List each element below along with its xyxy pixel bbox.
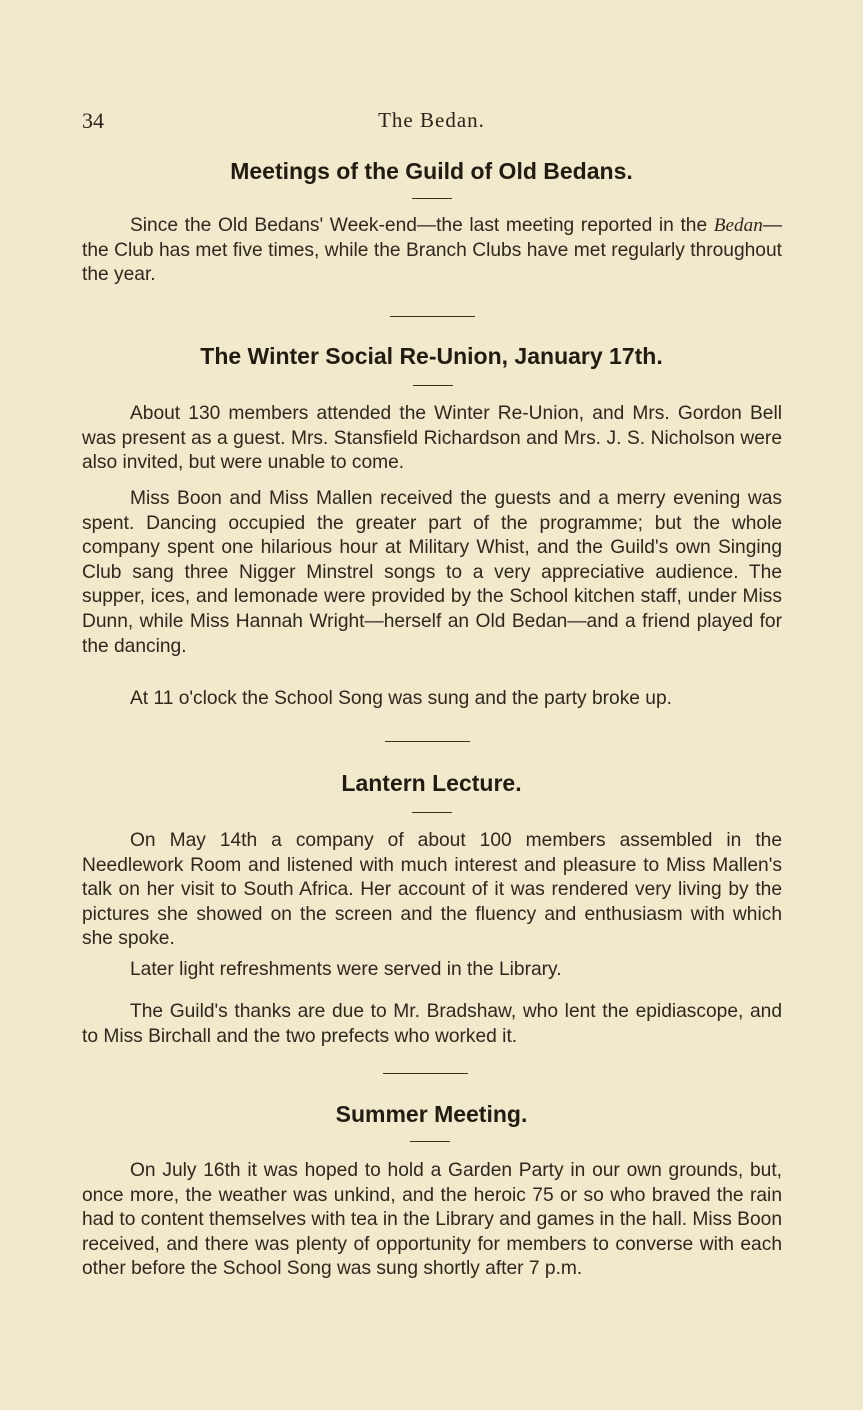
journal-title: The Bedan.: [378, 108, 485, 132]
intro-text-end: —the Club has met five times, while the Branch Clubs have met regularly throughout the year.: [82, 215, 782, 286]
section-separator: [385, 741, 470, 742]
winter-paragraph-1: About 130 members attended the Winter Re-Union, and Mrs. Gordon Bell was present as a guest. Mrs. Stansfield Richardson and Mrs. J. S. Nicholson were also invited, but were unable to come.: [82, 403, 782, 474]
article-title: Meetings of the Guild of Old Bedans.: [230, 158, 633, 184]
summer-heading-rule: [410, 1141, 450, 1142]
winter-paragraph-2: Miss Boon and Miss Mallen received the guests and a merry evening was spent. Dancing occupied the greater part of the programme; but the whole company spent one hilarious hour at Military Whist, and the Guild's own Singing Club sang three Nigger Minstrel songs to a very appreciative audience. The supper, ices, and lemonade were provided by the School kitchen staff, under Miss Dunn, while Miss Hannah Wright—herself an Old Bedan—and a friend played for the dancing.: [82, 488, 782, 657]
lantern-paragraph-3: The Guild's thanks are due to Mr. Bradshaw, who lent the epidiascope, and to Miss Birchall and the two prefects who worked it.: [82, 1001, 782, 1047]
summer-heading: Summer Meeting.: [335, 1101, 528, 1127]
winter-heading: The Winter Social Re-Union, January 17th.: [200, 343, 663, 369]
title-rule: [412, 198, 452, 199]
summer-paragraph-1: On July 16th it was hoped to hold a Garden Party in our own grounds, but, once more, the weather was unkind, and the heroic 75 or so who braved the rain had to content themselves with tea in the Library and games in the hall. Miss Boon received, and there was plenty of opportunity for members to converse with each other before the School Song was sung shortly after 7 p.m.: [82, 1160, 782, 1280]
winter-paragraph-3: At 11 o'clock the School Song was sung and the party broke up.: [130, 688, 672, 709]
intro-text-start: Since the Old Bedans' Week-end—the last meeting reported in the: [130, 215, 714, 236]
lantern-heading: Lantern Lecture.: [341, 770, 522, 796]
page-number: 34: [82, 108, 104, 133]
lantern-paragraph-1: On May 14th a company of about 100 members assembled in the Needlework Room and listened with much interest and pleasure to Miss Mallen's talk on her visit to South Africa. Her account of it was rendered very living by the pictures she showed on the screen and the fluency and enthusiasm with which she spoke.: [82, 830, 782, 950]
lantern-heading-rule: [412, 812, 452, 813]
running-head: [82, 108, 781, 138]
lantern-paragraph-2: Later light refreshments were served in the Library.: [130, 959, 562, 980]
section-separator: [383, 1073, 468, 1074]
section-separator: [390, 316, 475, 317]
intro-italic-bedan: Bedan: [713, 215, 763, 236]
intro-paragraph: [82, 214, 782, 288]
winter-heading-rule: [413, 385, 453, 386]
